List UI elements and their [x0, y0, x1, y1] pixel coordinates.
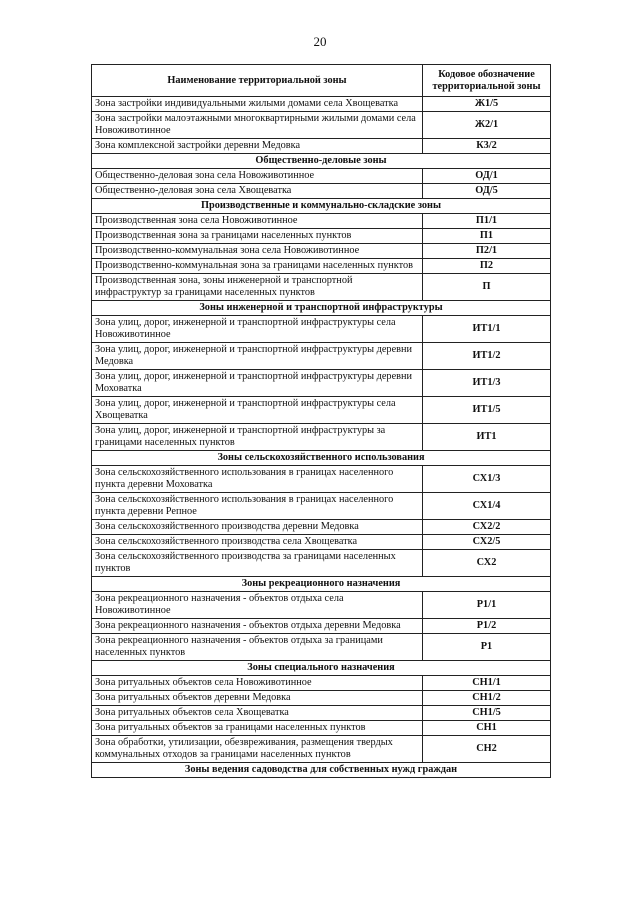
- zone-name-cell: Зона улиц, дорог, инженерной и транспортной инфраструктуры села Новоживотинное: [92, 316, 423, 343]
- section-heading: Зоны рекреационного назначения: [92, 577, 551, 592]
- zone-code-cell: ИТ1/2: [423, 343, 551, 370]
- table-row: [92, 169, 551, 184]
- table-row: [92, 493, 551, 520]
- zone-code-cell: СХ1/3: [423, 466, 551, 493]
- zone-code-cell: Ж1/5: [423, 97, 551, 112]
- table-row: [92, 535, 551, 550]
- zone-name-cell: Зона сельскохозяйственного производства села Хвощеватка: [92, 535, 423, 550]
- zone-name-cell: Общественно-деловая зона села Хвощеватка: [92, 184, 423, 199]
- zone-name-cell: Производственно-коммунальная зона села Новоживотинное: [92, 244, 423, 259]
- table-row: [92, 676, 551, 691]
- section-row: [92, 661, 551, 676]
- section-row: [92, 199, 551, 214]
- zone-name-cell: Зона ритуальных объектов деревни Медовка: [92, 691, 423, 706]
- table-row: [92, 244, 551, 259]
- zone-code-cell: ИТ1: [423, 424, 551, 451]
- zone-code-cell: СН1/5: [423, 706, 551, 721]
- table-row: [92, 274, 551, 301]
- zones-table-body: [92, 97, 551, 778]
- section-row: [92, 451, 551, 466]
- zone-code-cell: Ж2/1: [423, 112, 551, 139]
- zone-name-cell: Зона рекреационного назначения - объектов отдыха за границами населенных пунктов: [92, 634, 423, 661]
- section-heading: Зоны сельскохозяйственного использования: [92, 451, 551, 466]
- section-heading: Зоны инженерной и транспортной инфраструктуры: [92, 301, 551, 316]
- zone-code-cell: СХ2/5: [423, 535, 551, 550]
- zone-code-cell: П2/1: [423, 244, 551, 259]
- table-row: [92, 619, 551, 634]
- zone-name-cell: Зона ритуальных объектов села Новоживотинное: [92, 676, 423, 691]
- zone-name-cell: Зона ритуальных объектов за границами населенных пунктов: [92, 721, 423, 736]
- zone-code-cell: ИТ1/3: [423, 370, 551, 397]
- zone-name-cell: Зона сельскохозяйственного использования в границах населенного пункта деревни Моховатка: [92, 466, 423, 493]
- zone-name-cell: Зона улиц, дорог, инженерной и транспортной инфраструктуры деревни Моховатка: [92, 370, 423, 397]
- table-row: [92, 466, 551, 493]
- table-row: [92, 259, 551, 274]
- zone-name-cell: Зона комплексной застройки деревни Медовка: [92, 139, 423, 154]
- section-row: [92, 763, 551, 778]
- zone-code-cell: Р1/1: [423, 592, 551, 619]
- zone-name-cell: Зона рекреационного назначения - объектов отдыха деревни Медовка: [92, 619, 423, 634]
- table-row: [92, 229, 551, 244]
- zone-name-cell: Производственная зона села Новоживотинное: [92, 214, 423, 229]
- zone-code-cell: ОД/1: [423, 169, 551, 184]
- zone-code-cell: П1: [423, 229, 551, 244]
- zone-code-cell: СН2: [423, 736, 551, 763]
- table-row: [92, 634, 551, 661]
- table-row: [92, 721, 551, 736]
- table-row: [92, 184, 551, 199]
- zone-name-cell: Зона застройки индивидуальными жилыми домами села Хвощеватка: [92, 97, 423, 112]
- zone-code-cell: П2: [423, 259, 551, 274]
- zone-name-cell: Зона ритуальных объектов села Хвощеватка: [92, 706, 423, 721]
- table-row: [92, 343, 551, 370]
- table-row: [92, 397, 551, 424]
- header-zone-name: Наименование территориальной зоны: [92, 65, 423, 97]
- section-heading: Зоны ведения садоводства для собственных нужд граждан: [92, 763, 551, 778]
- table-header-row: [92, 65, 551, 97]
- zone-code-cell: П: [423, 274, 551, 301]
- table-row: [92, 316, 551, 343]
- zone-name-cell: Зона улиц, дорог, инженерной и транспортной инфраструктуры деревни Медовка: [92, 343, 423, 370]
- table-row: [92, 97, 551, 112]
- zone-code-cell: СХ1/4: [423, 493, 551, 520]
- section-row: [92, 577, 551, 592]
- table-row: [92, 592, 551, 619]
- zone-name-cell: Производственная зона за границами населенных пунктов: [92, 229, 423, 244]
- table-row: [92, 139, 551, 154]
- zone-code-cell: СН1/2: [423, 691, 551, 706]
- zone-name-cell: Зона улиц, дорог, инженерной и транспортной инфраструктуры за границами населенных пунктов: [92, 424, 423, 451]
- zone-name-cell: Зона застройки малоэтажными многоквартирными жилыми домами села Новоживотинное: [92, 112, 423, 139]
- zone-name-cell: Общественно-деловая зона села Новоживотинное: [92, 169, 423, 184]
- table-row: [92, 691, 551, 706]
- table-row: [92, 706, 551, 721]
- zone-code-cell: ОД/5: [423, 184, 551, 199]
- section-heading: Зоны специального назначения: [92, 661, 551, 676]
- zone-code-cell: ИТ1/5: [423, 397, 551, 424]
- section-row: [92, 154, 551, 169]
- header-zone-code: Кодовое обозначение территориальной зоны: [423, 65, 551, 97]
- table-row: [92, 112, 551, 139]
- section-heading: Общественно-деловые зоны: [92, 154, 551, 169]
- zone-name-cell: Зона сельскохозяйственного производства за границами населенных пунктов: [92, 550, 423, 577]
- zones-table: [91, 64, 551, 778]
- table-row: [92, 520, 551, 535]
- zone-name-cell: Зона обработки, утилизации, обезвреживания, размещения твердых коммунальных отходов за границами населенных пунктов: [92, 736, 423, 763]
- page-number: 20: [313, 34, 327, 49]
- zone-code-cell: П1/1: [423, 214, 551, 229]
- zone-code-cell: Р1/2: [423, 619, 551, 634]
- zone-name-cell: Производственная зона, зоны инженерной и транспортной инфраструктур за границами населенных пунктов: [92, 274, 423, 301]
- zone-name-cell: Зона сельскохозяйственного производства деревни Медовка: [92, 520, 423, 535]
- zone-code-cell: Р1: [423, 634, 551, 661]
- zone-name-cell: Зона сельскохозяйственного использования в границах населенного пункта деревни Репное: [92, 493, 423, 520]
- zone-code-cell: СХ2: [423, 550, 551, 577]
- table-row: [92, 550, 551, 577]
- zone-code-cell: ИТ1/1: [423, 316, 551, 343]
- zone-code-cell: СХ2/2: [423, 520, 551, 535]
- zone-code-cell: СН1/1: [423, 676, 551, 691]
- zone-code-cell: СН1: [423, 721, 551, 736]
- table-row: [92, 736, 551, 763]
- section-heading: Производственные и коммунально-складские зоны: [92, 199, 551, 214]
- zone-name-cell: Производственно-коммунальная зона за границами населенных пунктов: [92, 259, 423, 274]
- table-row: [92, 370, 551, 397]
- zone-code-cell: К3/2: [423, 139, 551, 154]
- section-row: [92, 301, 551, 316]
- table-row: [92, 424, 551, 451]
- table-row: [92, 214, 551, 229]
- zone-name-cell: Зона рекреационного назначения - объектов отдыха села Новоживотинное: [92, 592, 423, 619]
- zone-name-cell: Зона улиц, дорог, инженерной и транспортной инфраструктуры села Хвощеватка: [92, 397, 423, 424]
